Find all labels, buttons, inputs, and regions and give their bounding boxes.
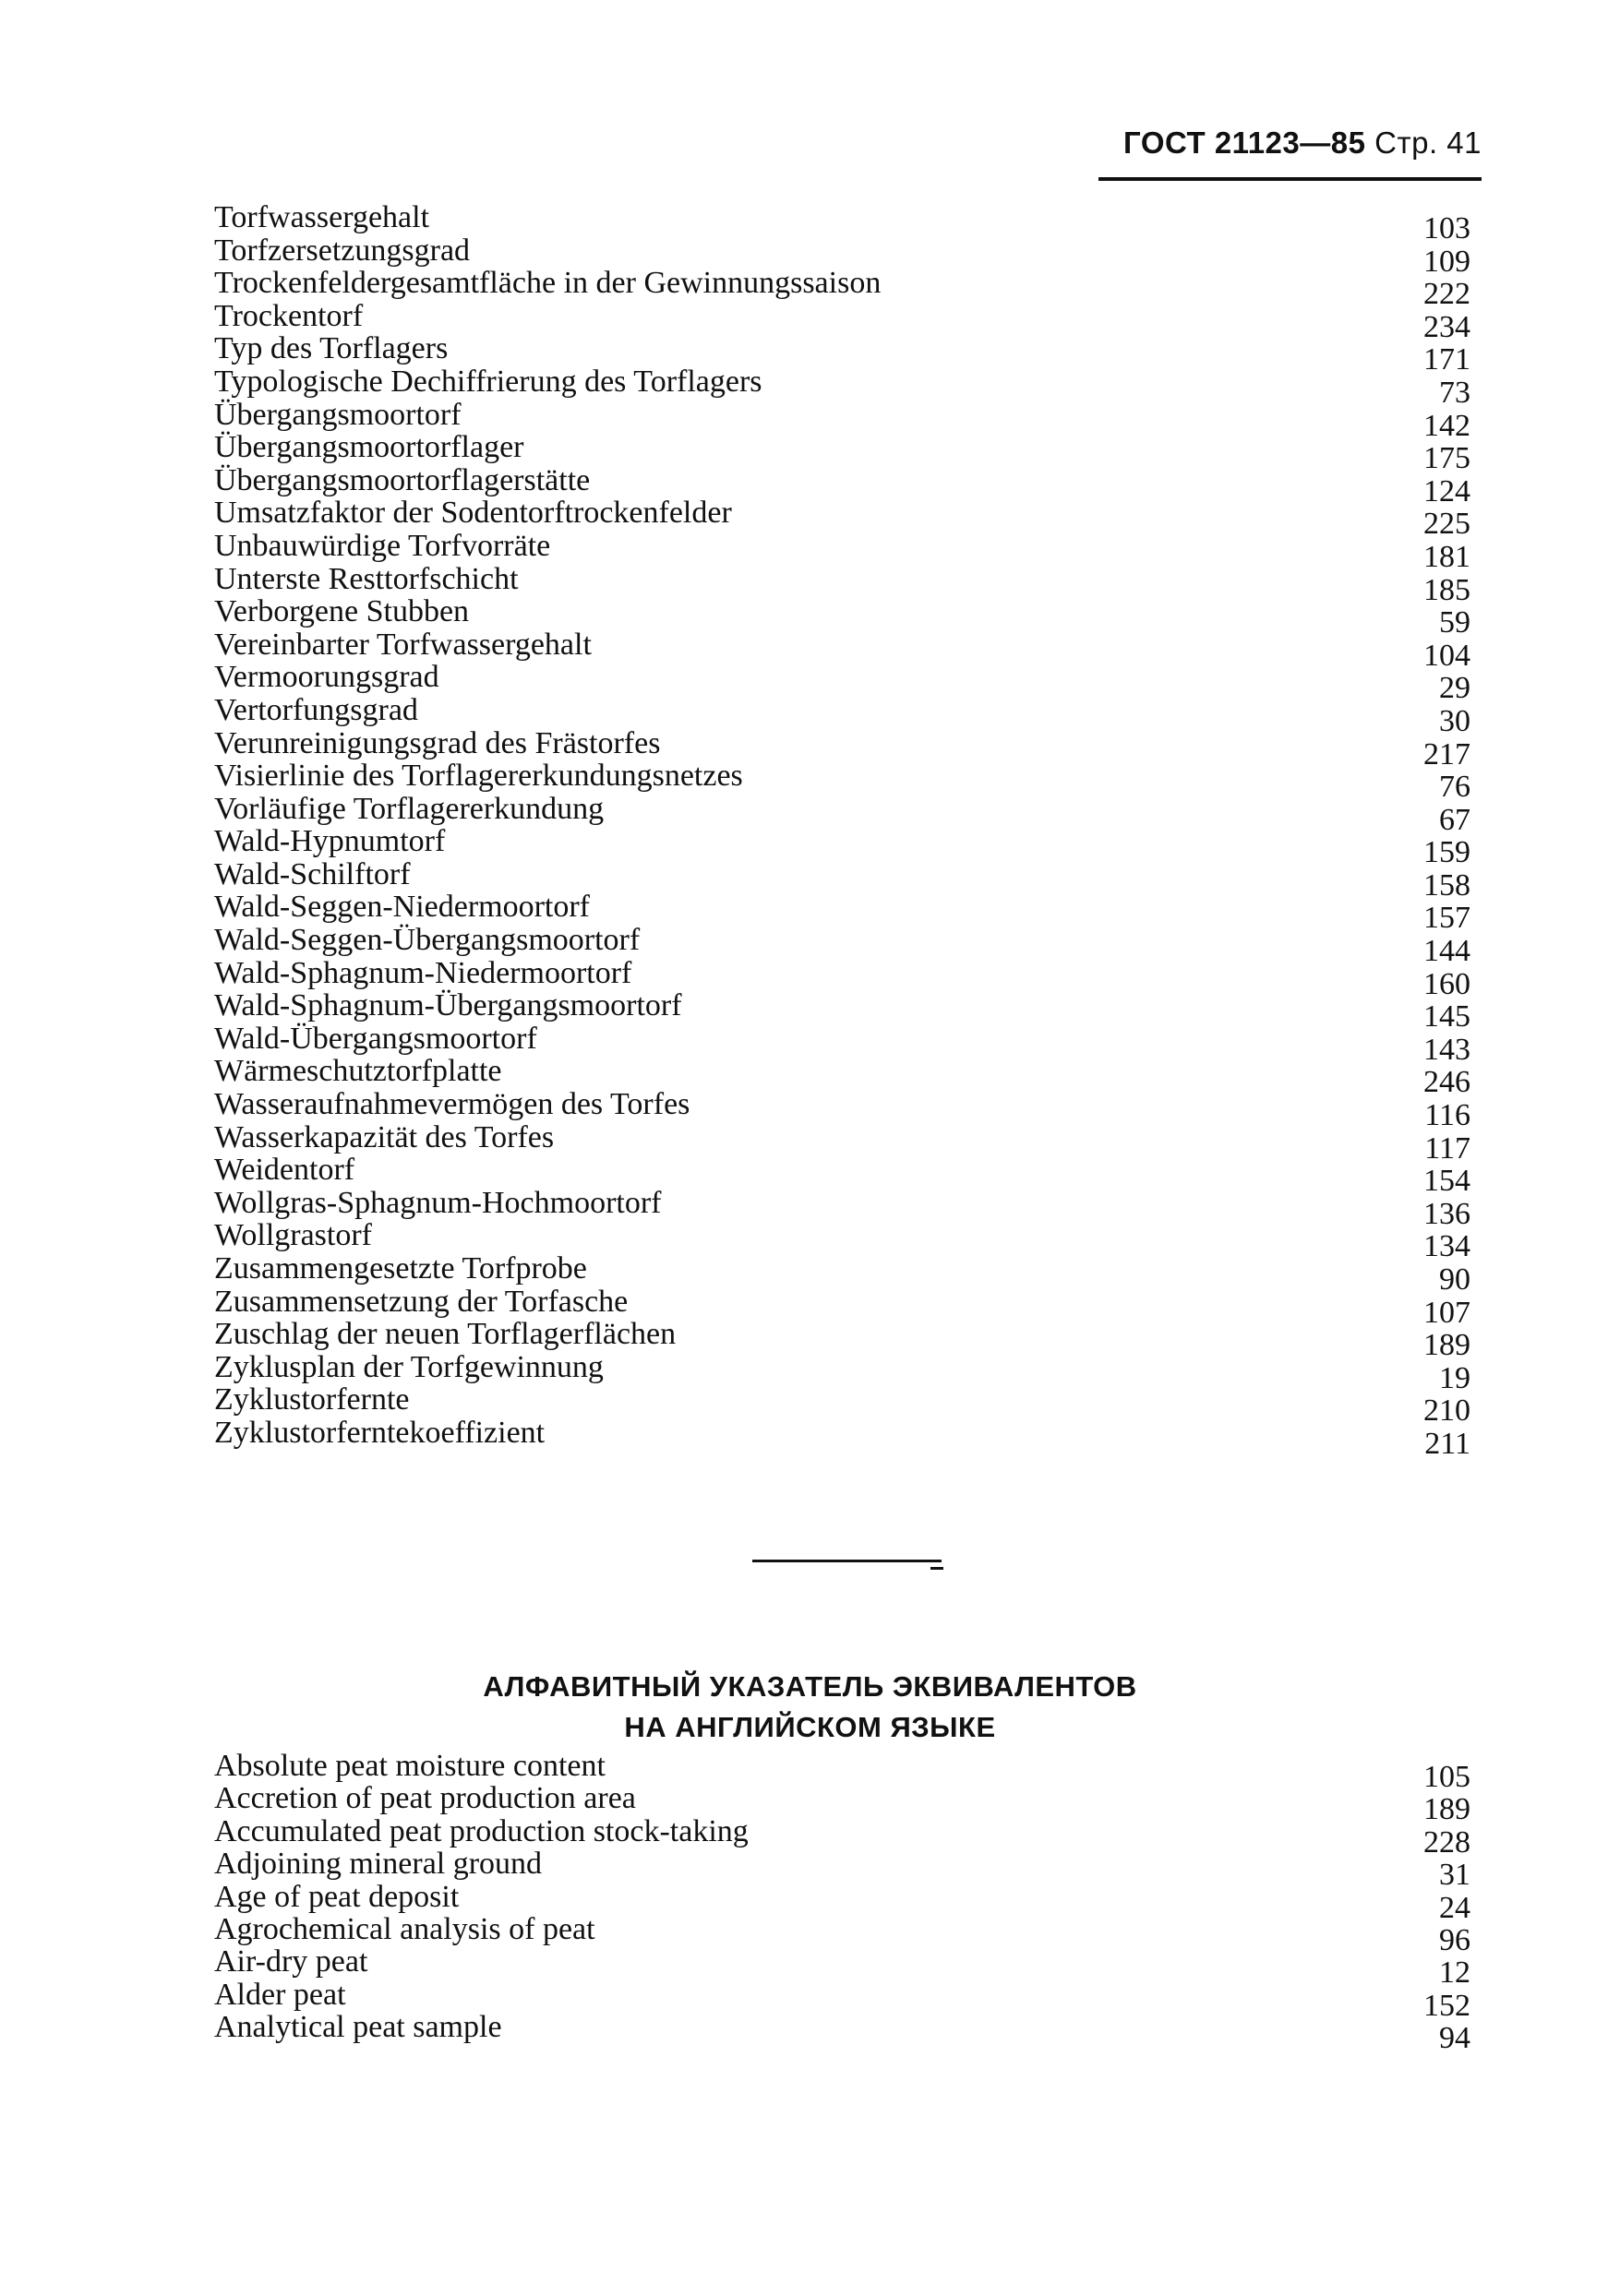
index-term: Torfzersetzungsgrad <box>214 233 471 268</box>
index-page-number: 24 <box>1439 1890 1470 1925</box>
index-term: Vereinbarter Torfwassergehalt <box>214 627 592 662</box>
index-page-number: 117 <box>1424 1130 1470 1166</box>
index-entry <box>214 759 1491 805</box>
index-page-number: 211 <box>1424 1426 1470 1461</box>
index-page-number: 189 <box>1423 1792 1470 1827</box>
heading-line-2: НА АНГЛИЙСКОМ ЯЗЫКЕ <box>624 1711 996 1743</box>
index-term: Wald-Übergangsmoortorf <box>214 1021 537 1056</box>
index-term: Wald-Schilftorf <box>214 856 411 891</box>
index-term: Zyklustorferntekoeffizient <box>214 1415 546 1450</box>
index-page-number: 29 <box>1439 671 1470 706</box>
index-entry <box>214 1284 1491 1330</box>
index-page-number: 94 <box>1439 2021 1470 2056</box>
index-term: Air-dry peat <box>214 1944 368 1979</box>
index-term: Wasseraufnahmevermögen des Torfes <box>214 1087 690 1122</box>
index-entry <box>214 791 1491 837</box>
index-page-number: 19 <box>1439 1360 1470 1395</box>
index-term: Wald-Hypnumtorf <box>214 824 446 859</box>
index-page-number: 160 <box>1423 966 1470 1001</box>
index-entry <box>214 200 1491 245</box>
index-term: Age of peat deposit <box>214 1879 460 1914</box>
index-entry <box>214 233 1491 279</box>
section-divider <box>752 1560 942 1562</box>
index-term: Verunreinigungsgrad des Frästorfes <box>214 725 661 760</box>
index-page-number: 30 <box>1439 703 1470 738</box>
index-entry <box>214 856 1491 903</box>
index-entry <box>214 397 1491 443</box>
index-entry <box>214 1944 1491 1991</box>
index-term: Zyklusplan der Torfgewinnung <box>214 1349 604 1384</box>
index-page-number: 222 <box>1423 277 1470 312</box>
index-term: Zyklustorfernte <box>214 1382 410 1417</box>
index-term: Übergangsmoortorflagerstätte <box>214 462 591 497</box>
index-term: Vermoorungsgrad <box>214 660 439 695</box>
index-page-number: 159 <box>1423 835 1470 870</box>
index-entry <box>214 594 1491 640</box>
index-term: Visierlinie des Torflagererkundungsnetzes <box>214 759 743 794</box>
index-entry <box>214 1119 1491 1166</box>
index-term: Absolute peat moisture content <box>214 1749 606 1783</box>
index-term: Wärmeschutztorfplatte <box>214 1054 502 1089</box>
index-entry <box>214 1021 1491 1067</box>
index-term: Zusammensetzung der Torfasche <box>214 1284 629 1319</box>
index-term: Trockenfeldergesamtfläche in der Gewinnungssaison <box>214 266 882 301</box>
index-entry <box>214 1749 1491 1794</box>
index-term: Wollgras-Sphagnum-Hochmoortorf <box>214 1185 662 1220</box>
index-page-number: 143 <box>1423 1032 1470 1067</box>
index-entry <box>214 1911 1491 1957</box>
index-term: Typologische Dechiffrierung des Torflagers <box>214 364 762 399</box>
index-page-number: 59 <box>1439 605 1470 640</box>
index-page-number: 144 <box>1423 934 1470 969</box>
index-entry <box>214 1218 1491 1264</box>
index-term: Analytical peat sample <box>214 2010 502 2045</box>
index-page-number: 154 <box>1423 1164 1470 1199</box>
index-term: Wollgrastorf <box>214 1218 372 1253</box>
index-entry <box>214 1251 1491 1297</box>
index-page-number: 157 <box>1423 901 1470 936</box>
index-term: Alder peat <box>214 1977 346 2012</box>
index-page-number: 142 <box>1423 408 1470 443</box>
document-code: ГОСТ 21123—85 <box>1123 126 1366 160</box>
index-term: Accretion of peat production area <box>214 1781 636 1816</box>
index-entry <box>214 528 1491 574</box>
index-page-number: 90 <box>1439 1262 1470 1297</box>
index-page-number: 246 <box>1423 1065 1470 1100</box>
index-term: Wald-Seggen-Übergangsmoortorf <box>214 923 641 958</box>
index-term: Unbauwürdige Torfvorräte <box>214 528 551 563</box>
english-index-heading <box>0 1667 1620 1748</box>
index-page-number: 76 <box>1439 770 1470 805</box>
index-term: Wasserkapazität des Torfes <box>214 1119 555 1154</box>
index-entry <box>214 1054 1491 1100</box>
index-entry <box>214 266 1491 312</box>
index-page-number: 171 <box>1423 342 1470 377</box>
index-entry <box>214 955 1491 1001</box>
index-entry <box>214 1977 1491 2023</box>
index-entry <box>214 331 1491 377</box>
index-term: Trockentorf <box>214 298 364 333</box>
index-page-number: 12 <box>1439 1955 1470 1991</box>
index-entry <box>214 496 1491 542</box>
index-term: Vertorfungsgrad <box>214 692 418 727</box>
index-entry <box>214 923 1491 969</box>
index-page-number: 217 <box>1423 736 1470 771</box>
index-page-number: 136 <box>1423 1196 1470 1231</box>
index-page-number: 185 <box>1423 572 1470 607</box>
index-term: Wald-Sphagnum-Übergangsmoortorf <box>214 988 682 1023</box>
index-entry <box>214 1847 1491 1893</box>
index-entry <box>214 627 1491 673</box>
index-entry <box>214 1382 1491 1429</box>
index-page-number: 175 <box>1423 441 1470 476</box>
index-entry <box>214 1185 1491 1231</box>
index-entry <box>214 660 1491 706</box>
index-term: Unterste Resttorfschicht <box>214 561 519 596</box>
index-page-number: 145 <box>1423 999 1470 1034</box>
index-entry <box>214 298 1491 344</box>
index-term: Agrochemical analysis of peat <box>214 1911 595 1946</box>
index-entry <box>214 890 1491 936</box>
index-page-number: 104 <box>1423 638 1470 673</box>
index-page-number: 31 <box>1439 1858 1470 1893</box>
index-page-number: 210 <box>1423 1393 1470 1429</box>
german-index-list <box>214 200 1491 1461</box>
index-entry <box>214 988 1491 1034</box>
index-entry <box>214 2010 1491 2056</box>
page-header <box>1123 126 1482 161</box>
index-term: Wald-Sphagnum-Niedermoortorf <box>214 955 632 990</box>
index-page-number: 103 <box>1423 211 1470 245</box>
page-number-label: Стр. 41 <box>1374 126 1482 160</box>
index-page-number: 116 <box>1424 1098 1470 1133</box>
heading-line-1: АЛФАВИТНЫЙ УКАЗАТЕЛЬ ЭКВИВАЛЕНТОВ <box>483 1670 1137 1703</box>
index-entry <box>214 692 1491 738</box>
index-entry <box>214 1813 1491 1860</box>
header-rule <box>1098 177 1482 181</box>
index-entry <box>214 462 1491 508</box>
index-page-number: 158 <box>1423 867 1470 903</box>
index-term: Wald-Seggen-Niedermoortorf <box>214 890 591 925</box>
index-term: Torfwassergehalt <box>214 200 430 234</box>
index-page-number: 234 <box>1423 309 1470 344</box>
index-term: Vorläufige Torflagererkundung <box>214 791 605 826</box>
index-page-number: 181 <box>1423 539 1470 574</box>
index-term: Verborgene Stubben <box>214 594 470 629</box>
index-term: Accumulated peat production stock-taking <box>214 1813 749 1848</box>
index-entry <box>214 364 1491 410</box>
index-entry <box>214 1781 1491 1827</box>
index-page-number: 152 <box>1423 1988 1470 2023</box>
index-entry <box>214 725 1491 771</box>
index-term: Adjoining mineral ground <box>214 1847 543 1882</box>
index-page-number: 134 <box>1423 1229 1470 1264</box>
index-page-number: 189 <box>1423 1328 1470 1363</box>
index-entry <box>214 561 1491 607</box>
index-term: Typ des Torflagers <box>214 331 449 366</box>
index-entry <box>214 1317 1491 1363</box>
index-page-number: 107 <box>1423 1295 1470 1330</box>
index-page-number: 225 <box>1423 507 1470 542</box>
index-entry <box>214 1879 1491 1925</box>
index-term: Übergangsmoortorf <box>214 397 462 432</box>
index-page-number: 96 <box>1439 1922 1470 1957</box>
index-term: Zusammengesetzte Torfprobe <box>214 1251 587 1286</box>
index-entry <box>214 430 1491 476</box>
index-page-number: 124 <box>1423 473 1470 508</box>
index-entry <box>214 1087 1491 1133</box>
index-page-number: 228 <box>1423 1824 1470 1860</box>
index-entry <box>214 1349 1491 1395</box>
index-term: Übergangsmoortorflager <box>214 430 524 465</box>
index-term: Umsatzfaktor der Sodentorftrockenfelder <box>214 496 732 531</box>
index-page-number: 67 <box>1439 802 1470 837</box>
english-index-list <box>214 1749 1491 2056</box>
index-term: Weidentorf <box>214 1153 355 1188</box>
index-term: Zuschlag der neuen Torflagerflächen <box>214 1317 677 1352</box>
index-entry <box>214 824 1491 870</box>
index-page-number: 109 <box>1423 244 1470 279</box>
section-divider-tick <box>930 1567 943 1570</box>
index-entry <box>214 1153 1491 1199</box>
index-entry <box>214 1415 1491 1461</box>
index-page-number: 105 <box>1423 1760 1470 1794</box>
index-page-number: 73 <box>1439 375 1470 410</box>
